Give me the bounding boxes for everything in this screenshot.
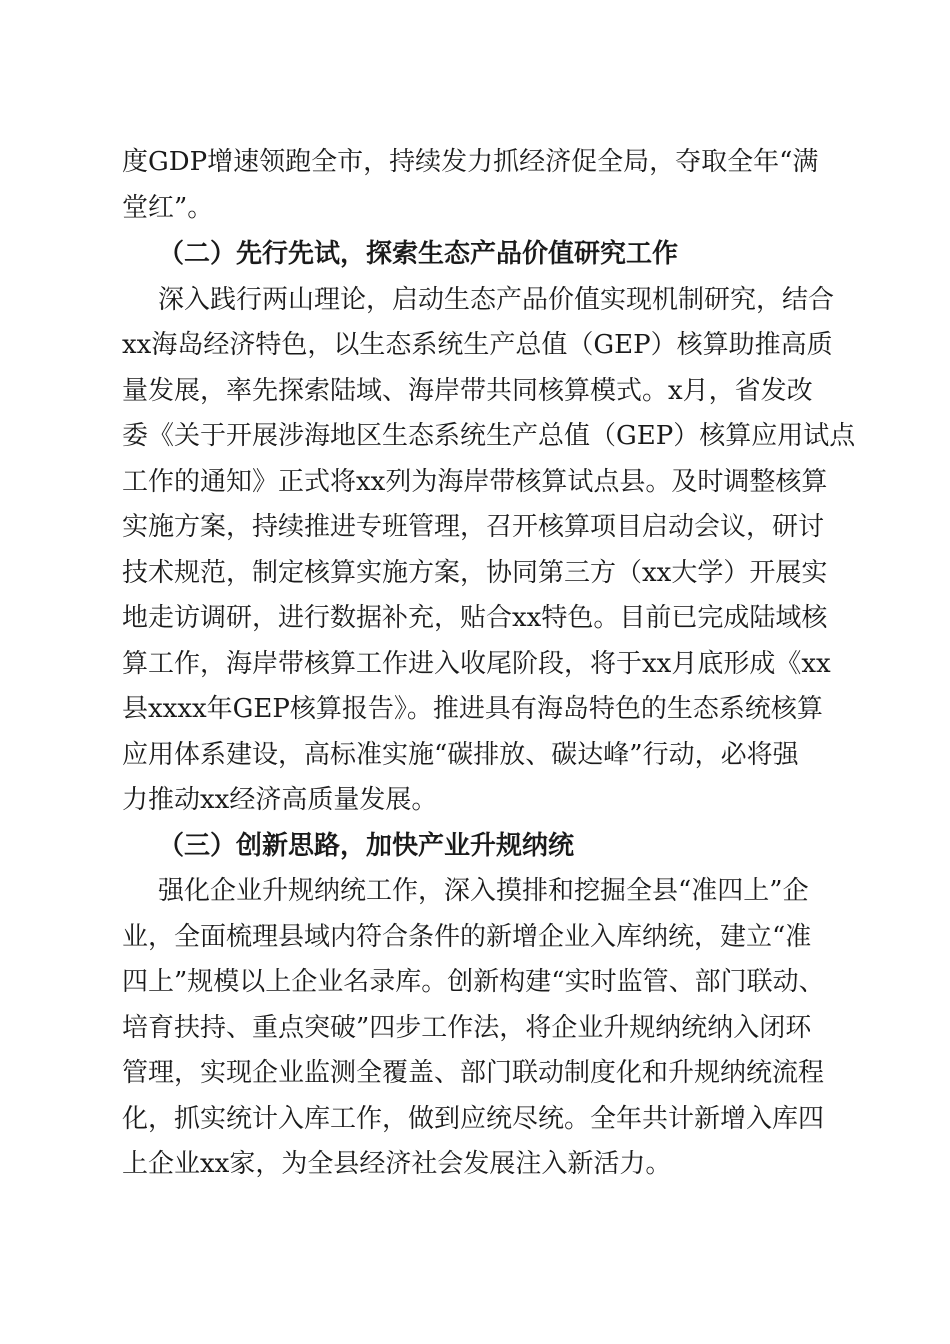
body-line: 四上”规模以上企业名录库。创新构建“实时监管、部门联动、	[122, 967, 825, 997]
body-line: 度GDP增速领跑全市，持续发力抓经济促全局，夺取全年“满	[122, 147, 819, 177]
section-heading: （二）先行先试，探索生态产品价值研究工作	[158, 239, 679, 269]
body-line: 堂红”。	[122, 193, 214, 223]
body-line: 化，抓实统计入库工作，做到应统尽统。全年共计新增入库四	[122, 1104, 825, 1134]
body-line: 委《关于开展涉海地区生态系统生产总值（GEP）核算应用试点	[122, 421, 856, 451]
section-heading: （三）创新思路，加快产业升规纳统	[158, 831, 575, 861]
body-line: 技术规范，制定核算实施方案，协同第三方（xx大学）开展实	[122, 558, 828, 588]
body-line: 地走访调研，进行数据补充，贴合xx特色。目前已完成陆域核	[122, 603, 828, 633]
body-line: 业，全面梳理县域内符合条件的新增企业入库纳统，建立“准	[122, 922, 812, 952]
body-line: xx海岛经济特色，以生态系统生产总值（GEP）核算助推高质	[122, 330, 833, 360]
body-line: 应用体系建设，高标准实施“碳排放、碳达峰”行动，必将强	[122, 740, 799, 770]
body-line: 县xxxx年GEP核算报告》。推进具有海岛特色的生态系统核算	[122, 694, 823, 724]
body-line: 实施方案，持续推进专班管理，召开核算项目启动会议，研讨	[122, 512, 825, 542]
body-line: 深入践行两山理论，启动生态产品价值实现机制研究，结合	[158, 285, 835, 315]
body-line: 管理，实现企业监测全覆盖、部门联动制度化和升规纳统流程	[122, 1058, 825, 1088]
body-line: 工作的通知》正式将xx列为海岸带核算试点县。及时调整核算	[122, 467, 828, 497]
body-line: 上企业xx家，为全县经济社会发展注入新活力。	[122, 1149, 672, 1179]
body-line: 算工作，海岸带核算工作进入收尾阶段，将于xx月底形成《xx	[122, 649, 831, 679]
body-line: 培育扶持、重点突破”四步工作法，将企业升规纳统纳入闭环	[122, 1013, 812, 1043]
body-line: 量发展，率先探索陆域、海岸带共同核算模式。x月，省发改	[122, 376, 813, 406]
body-line: 强化企业升规纳统工作，深入摸排和挖掘全县“准四上”企	[158, 876, 809, 906]
body-line: 力推动xx经济高质量发展。	[122, 785, 438, 815]
